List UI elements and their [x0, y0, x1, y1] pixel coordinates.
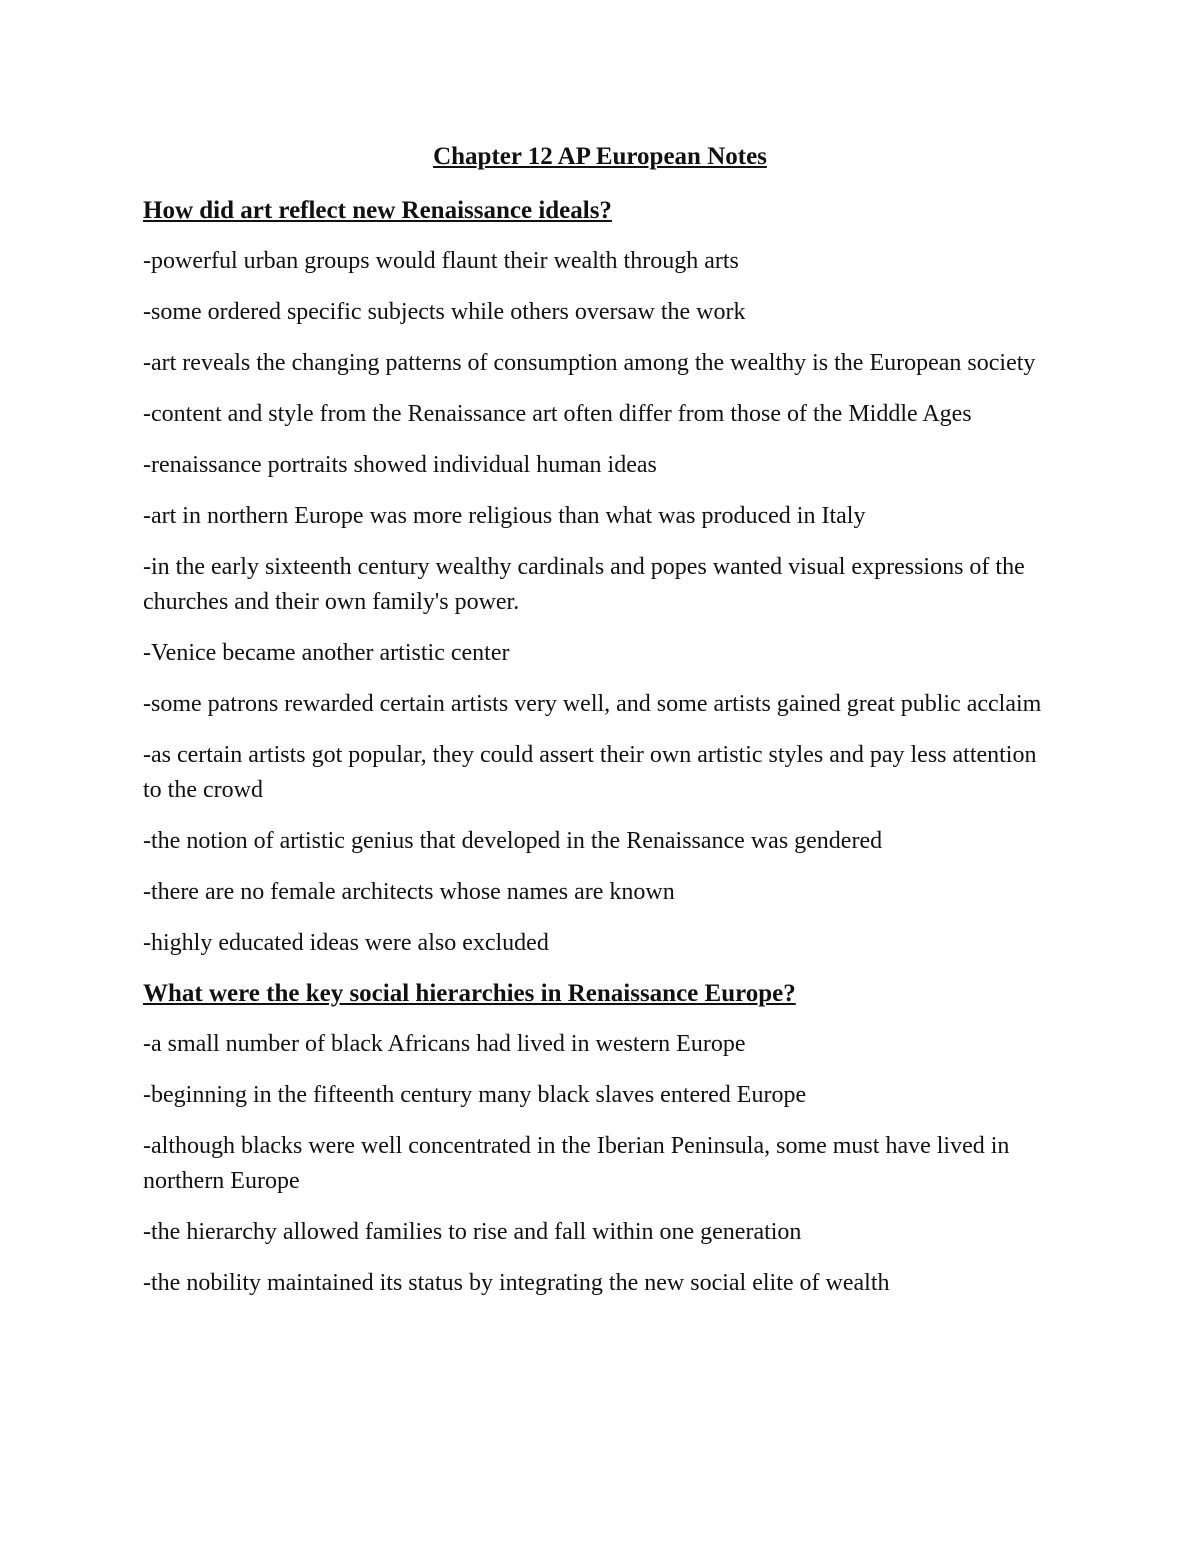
note-item: -art in northern Europe was more religious than what was produced in Italy: [143, 503, 866, 529]
document-title: Chapter 12 AP European Notes: [433, 143, 767, 170]
note-item: -renaissance portraits showed individual human ideas: [143, 452, 657, 478]
note-item: -the hierarchy allowed families to rise and fall within one generation: [143, 1219, 802, 1245]
note-item: -some patrons rewarded certain artists very well, and some artists gained great public acclaim: [143, 691, 1042, 717]
section-social-hierarchies: [143, 977, 1058, 1301]
note-item: -some ordered specific subjects while others oversaw the work: [143, 299, 746, 325]
note-item: -art reveals the changing patterns of consumption among the wealthy is the European society: [143, 350, 1036, 376]
note-item: -as certain artists got popular, they could assert their own artistic styles and pay less attention to the crowd: [143, 742, 1037, 803]
note-item: -there are no female architects whose names are known: [143, 879, 675, 905]
note-item: -in the early sixteenth century wealthy cardinals and popes wanted visual expressions of the churches and their own family's power.: [143, 554, 1025, 615]
note-item: -the nobility maintained its status by integrating the new social elite of wealth: [143, 1270, 890, 1296]
note-item: -highly educated ideas were also excluded: [143, 930, 549, 956]
note-item: -Venice became another artistic center: [143, 640, 510, 666]
document-body: [143, 194, 1058, 1317]
note-item: -powerful urban groups would flaunt their wealth through arts: [143, 248, 739, 274]
note-item: -although blacks were well concentrated in the Iberian Peninsula, some must have lived in northern Europe: [143, 1133, 1010, 1194]
note-item: -content and style from the Renaissance art often differ from those of the Middle Ages: [143, 401, 972, 427]
section-heading: How did art reflect new Renaissance ideals?: [143, 197, 612, 224]
note-item: -a small number of black Africans had lived in western Europe: [143, 1031, 746, 1057]
note-item: -the notion of artistic genius that developed in the Renaissance was gendered: [143, 828, 883, 854]
section-heading: What were the key social hierarchies in Renaissance Europe?: [143, 980, 796, 1007]
section-art: [143, 194, 1058, 961]
note-item: -beginning in the fifteenth century many black slaves entered Europe: [143, 1082, 807, 1108]
